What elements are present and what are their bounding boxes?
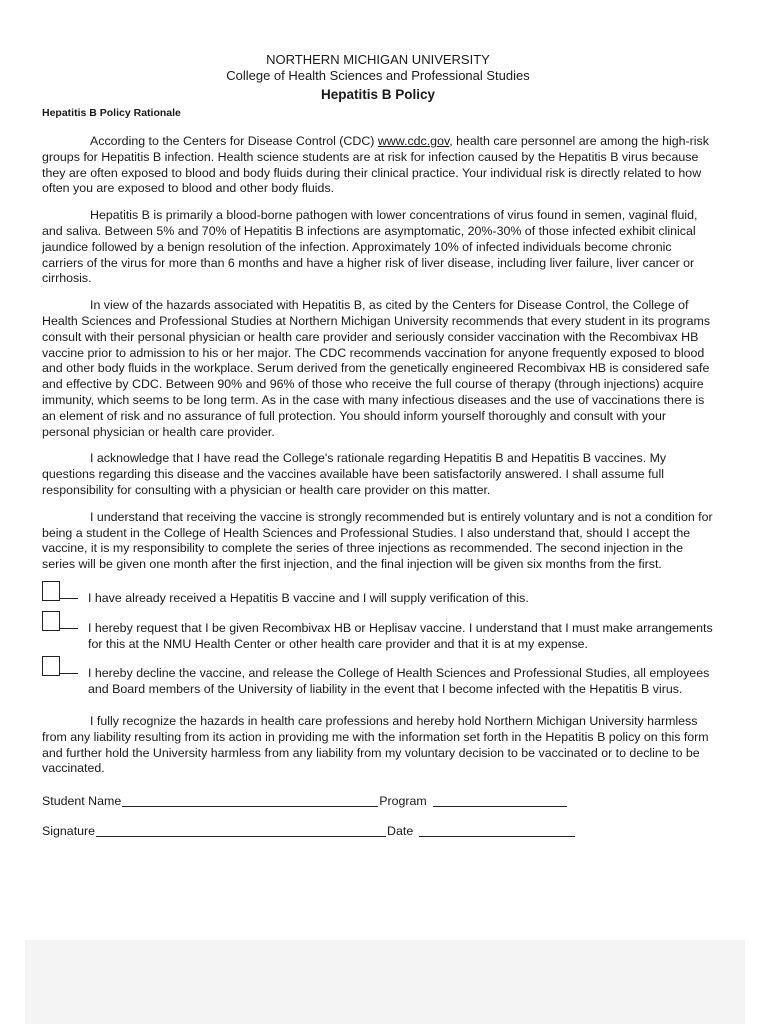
- checkbox-request-vaccine[interactable]: [42, 611, 60, 631]
- checkbox-group: [42, 581, 88, 601]
- checkbox-underline: [60, 628, 78, 629]
- signature-label: Signature: [42, 824, 96, 839]
- paragraph-cdc-risk: [42, 134, 714, 197]
- university-name: NORTHERN MICHIGAN UNIVERSITY: [266, 52, 490, 67]
- signature-row: [42, 823, 714, 839]
- checkbox-group: [42, 611, 88, 631]
- paragraph-liability: I fully recognize the hazards in health care professions and hereby hold Northern Michigan University harmless from any liability resulting from its action in providing me with the information set forth in the Hepatitis B policy on this form and further hold the University harmless from any liability from my voluntary decision to be vaccinated or to decline to be vaccinated.: [42, 713, 709, 776]
- signature-field[interactable]: [96, 824, 386, 837]
- checkbox-already-vaccinated[interactable]: [42, 581, 60, 601]
- option-label: I hereby request that I be given Recombivax HB or Heplisav vaccine. I understand that I must make arrangements for this at the NMU Health Center or other health care provider and that it is at my expense.: [88, 620, 713, 651]
- student-name-field[interactable]: [122, 794, 378, 807]
- student-name-row: [42, 793, 714, 809]
- checkbox-underline: [60, 673, 78, 674]
- checkbox-group: [42, 656, 88, 676]
- date-field[interactable]: [419, 824, 575, 837]
- policy-title: Hepatitis B Policy: [320, 87, 436, 102]
- paragraph-voluntary: I understand that receiving the vaccine is strongly recommended but is entirely voluntary and is not a condition for being a student in the College of Health Sciences and Professional Studies. I also understand that, should I accept the vaccine, it is my responsibility to complete the series of three injections as recommended. The second injection in the series will be given one month after the first injection, and the final injection will be given six months from the first.: [42, 509, 713, 572]
- program-label: Program: [379, 794, 427, 809]
- program-field[interactable]: [433, 794, 567, 807]
- date-label: Date: [387, 824, 414, 839]
- college-name: College of Health Sciences and Professional Studies: [226, 68, 530, 83]
- student-name-label: Student Name: [42, 794, 122, 809]
- checkbox-underline: [60, 598, 78, 599]
- option-decline-vaccine: [42, 666, 714, 698]
- paragraph-recommendation: In view of the hazards associated with Hepatitis B, as cited by the Centers for Disease Control, the College of Health Sciences and Professional Studies at Northern Michigan University recommends that every student in its programs consult with their personal physician or health care provider and seriously consider vaccination with the Recombivax HB vaccine prior to admission to his or her major. The CDC recommends vaccination for anyone frequently exposed to blood and other body fluids in the workplace. Serum derived from the genetically engineered Recombivax HB is considered safe and effective by CDC. Between 90% and 96% of those who receive the full course of therapy (through injections) acquire immunity, which seems to be long term. As in the case with many infectious diseases and the use of vaccinations there is an element of risk and no assurance of full protection. You should inform yourself thoroughly and consult with your personal physician or health care provider.: [42, 298, 711, 439]
- paragraph-text: According to the Centers for Disease Control (CDC): [90, 134, 378, 148]
- section-label: Hepatitis B Policy Rationale: [42, 107, 181, 119]
- option-label: I have already received a Hepatitis B vaccine and I will supply verification of this.: [88, 590, 529, 605]
- cdc-link[interactable]: www.cdc.gov: [377, 134, 450, 148]
- option-request-vaccine: [42, 621, 714, 653]
- option-already-vaccinated: [42, 591, 714, 607]
- paragraph-acknowledgement: I acknowledge that I have read the College's rationale regarding Hepatitis B and Hepatitis B vaccines. My questions regarding this disease and the vaccines available have been satisfactorily answered. I shall assume full responsibility for consulting with a physician or health care provider on this matter.: [42, 451, 667, 497]
- paragraph-text: , health care personnel are among the high-risk groups for Hepatitis B infection. Health science students are at risk for infection caused by the Hepatitis B virus because they are often exposed to blood and body fluids during their clinical practice. Your individual risk is directly related to how often you are exposed to blood and other body fluids.: [42, 134, 709, 196]
- checkbox-decline-vaccine[interactable]: [42, 656, 60, 676]
- paragraph-pathogen: Hepatitis B is primarily a blood-borne pathogen with lower concentrations of virus found in semen, vaginal fluid, and saliva. Between 5% and 70% of Hepatitis B infections are asymptomatic, 20%-30% of those infected exhibit clinical jaundice followed by a benign resolution of the infection. Approximately 10% of infected individuals become chronic carriers of the virus for more than 6 months and have a higher risk of liver disease, including liver failure, liver cancer or cirrhosis.: [42, 208, 698, 286]
- option-label: I hereby decline the vaccine, and release the College of Health Sciences and Professional Studies, all employees and Board members of the University of liability in the event that I become infected with the Hepatitis B virus.: [88, 666, 710, 697]
